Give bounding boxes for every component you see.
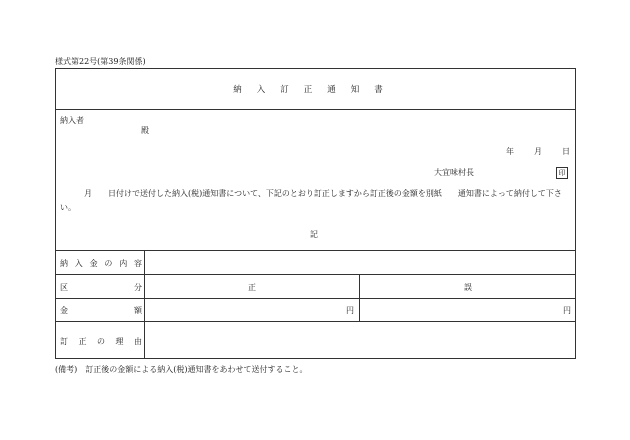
ki-label: 記 (310, 230, 318, 239)
value-column-divider (359, 274, 360, 321)
title-divider (56, 109, 575, 110)
row-divider-1 (56, 274, 575, 275)
label-column-divider (144, 250, 145, 359)
wrong-amount-yen: 円 (563, 306, 571, 315)
seal-mark: 印 (556, 167, 568, 179)
amount-label: 金額 (60, 306, 142, 315)
correct-amount-yen: 円 (346, 306, 354, 315)
form-frame (55, 68, 576, 359)
payer-label: 納入者 (60, 116, 84, 125)
remarks-note: (備考) 訂正後の金額による納入(税)通知書をあわせて送付すること。 (55, 365, 308, 374)
content-label: 納入金の内容 (60, 259, 142, 268)
honorific: 殿 (141, 126, 149, 135)
table-top (56, 250, 575, 251)
row-divider-2 (56, 298, 575, 299)
wrong-header: 誤 (464, 283, 472, 292)
date-year: 年 (506, 147, 514, 156)
issuer-name: 大宜味村長 (434, 168, 474, 177)
date-month: 月 (534, 147, 542, 156)
notice-body: 月 日付けで送付した納入(税)通知書について、下記のとおり訂正しますから訂正後の金額を別紙 通知書によって納付して下さい。 (60, 189, 562, 212)
form-title: 納入訂正通知書 (233, 85, 398, 95)
reason-label: 訂正の理由 (60, 337, 142, 346)
category-label: 区分 (60, 283, 142, 292)
row-divider-3 (56, 321, 575, 322)
date-day: 日 (562, 147, 570, 156)
correct-header: 正 (248, 283, 256, 292)
form-caption: 様式第22号(第39条関係) (55, 57, 146, 66)
